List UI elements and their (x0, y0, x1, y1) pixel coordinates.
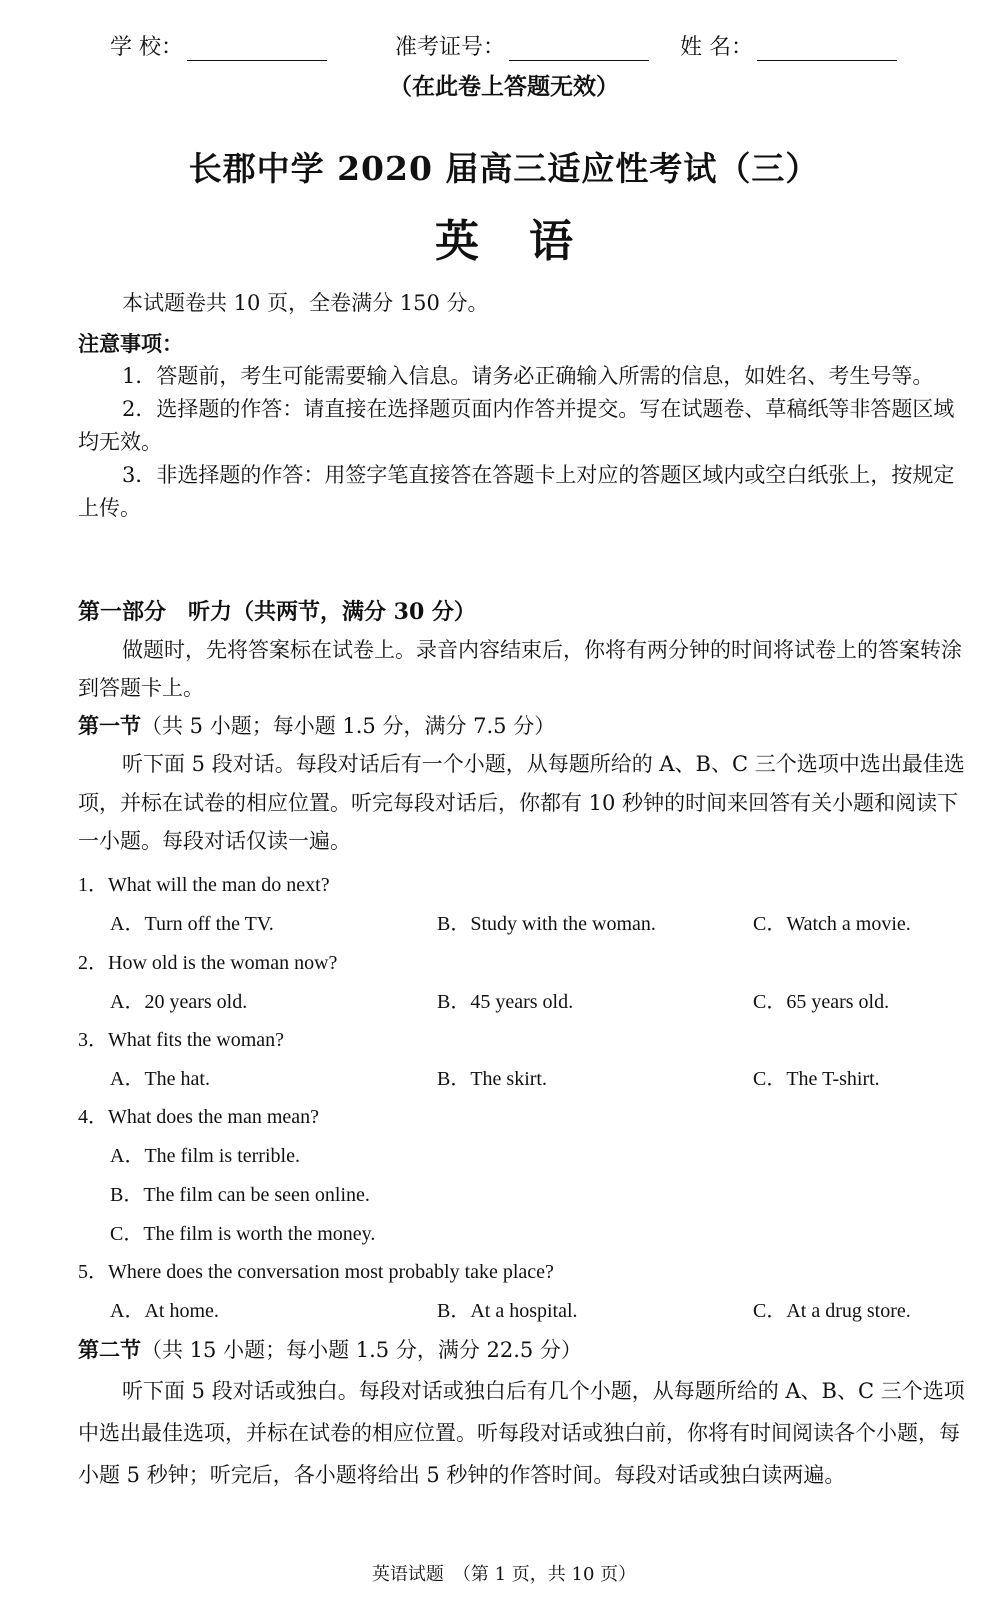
question-1-option-b: B．Study with the woman. (437, 913, 656, 935)
section1-heading-bold: 第一节 (78, 713, 141, 738)
name-blank-line (757, 32, 897, 61)
exam-id-label: 准考证号： (395, 35, 506, 60)
subject-title: 英语 (435, 216, 623, 267)
note-item-1: 1．答题前，考生可能需要输入信息。请务必正确输入所需的信息，如姓名、考生号等。 (122, 364, 934, 388)
school-field (110, 30, 327, 61)
section1-heading-rest: （共 5 小题；每小题 1.5 分，满分 7.5 分） (141, 714, 556, 738)
question-1-option-a: A．Turn off the TV. (110, 913, 274, 935)
exam-id-blank-line (509, 32, 649, 61)
question-5-option-b: B．At a hospital. (437, 1300, 578, 1322)
question-4-option-c: C．The film is worth the money. (110, 1223, 376, 1245)
section2-block (78, 1330, 970, 1496)
exam-title: 长郡中学 2020 届高三适应性考试（三） (188, 149, 820, 188)
question-5-option-a: A．At home. (110, 1300, 219, 1322)
name-label: 姓 名： (680, 35, 753, 60)
part1-block (78, 593, 970, 861)
question-3-option-a: A．The hat. (110, 1068, 210, 1090)
intro-text: 本试题卷共 10 页，全卷满分 150 分。 (122, 291, 489, 315)
question-1-option-c: C．Watch a movie. (753, 913, 911, 935)
name-field (680, 30, 897, 61)
exam-id-field (395, 30, 649, 61)
candidate-info-fields (110, 30, 950, 70)
section1-instruction: 听下面 5 段对话。每段对话后有一个小题，从每题所给的 A、B、C 三个选项中选出最佳选项，并标在试卷的相应位置。听完每段对话后，你都有 10 秒钟的时间来回答有关小题和阅读下一小题。每段对话仅读一遍。 (78, 752, 965, 853)
question-1-stem: 1．What will the man do next? (78, 874, 330, 896)
question-5-option-c: C．At a drug store. (753, 1300, 911, 1322)
question-3-option-c: C．The T-shirt. (753, 1068, 880, 1090)
page-footer: 英语试题 （第 1 页，共 10 页） (371, 1564, 637, 1585)
section2-heading-bold: 第二节 (78, 1337, 141, 1362)
notes-heading: 注意事项： (78, 331, 183, 356)
question-2 (78, 946, 970, 975)
question-2-option-a: A．20 years old. (110, 991, 248, 1013)
question-3 (78, 1023, 970, 1052)
intro-block (78, 287, 970, 320)
school-blank-line (187, 32, 327, 61)
question-3-option-b: B．The skirt. (437, 1068, 547, 1090)
question-5-stem: 5．Where does the conversation most probably take place? (78, 1261, 554, 1283)
note-item-3: 3．非选择题的作答：用签字笔直接答在答题卡上对应的答题区域内或空白纸张上，按规定上传。 (78, 463, 955, 520)
question-2-option-c: C．65 years old. (753, 991, 890, 1013)
section1-heading (78, 707, 970, 745)
section2-instruction: 听下面 5 段对话或独白。每段对话或独白后有几个小题，从每题所给的 A、B、C 三个选项中选出最佳选项，并标在试卷的相应位置。听每段对话或独白前，你将有时间阅读各个小题，每小题 5 秒钟；听完后，各小题将给出 5 秒钟的作答时间。每段对话或独白读两遍。 (78, 1379, 965, 1487)
part1-instruction: 做题时，先将答案标在试卷上。录音内容结束后，你将有两分钟的时间将试卷上的答案转涂到答题卡上。 (78, 638, 962, 700)
invalid-answer-note: （在此卷上答题无效） (389, 73, 619, 100)
question-4-option-a: A．The film is terrible. (110, 1145, 300, 1167)
question-3-stem: 3．What fits the woman? (78, 1029, 285, 1051)
part1-heading: 第一部分 听力（共两节，满分 30 分） (78, 599, 476, 625)
question-4-stem: 4．What does the man mean? (78, 1106, 320, 1128)
school-label: 学 校： (110, 35, 183, 60)
note-item-2: 2．选择题的作答：请直接在选择题页面内作答并提交。写在试题卷、草稿纸等非答题区域均无效。 (78, 397, 955, 454)
question-4-option-b: B．The film can be seen online. (110, 1184, 370, 1206)
question-2-stem: 2．How old is the woman now? (78, 952, 338, 974)
notes-block (78, 327, 970, 525)
question-4 (78, 1100, 970, 1129)
question-5 (78, 1255, 970, 1284)
question-1 (78, 868, 970, 897)
section2-heading-rest: （共 15 小题；每小题 1.5 分，满分 22.5 分） (141, 1338, 582, 1362)
section2-heading (78, 1330, 970, 1370)
question-2-option-b: B．45 years old. (437, 991, 574, 1013)
